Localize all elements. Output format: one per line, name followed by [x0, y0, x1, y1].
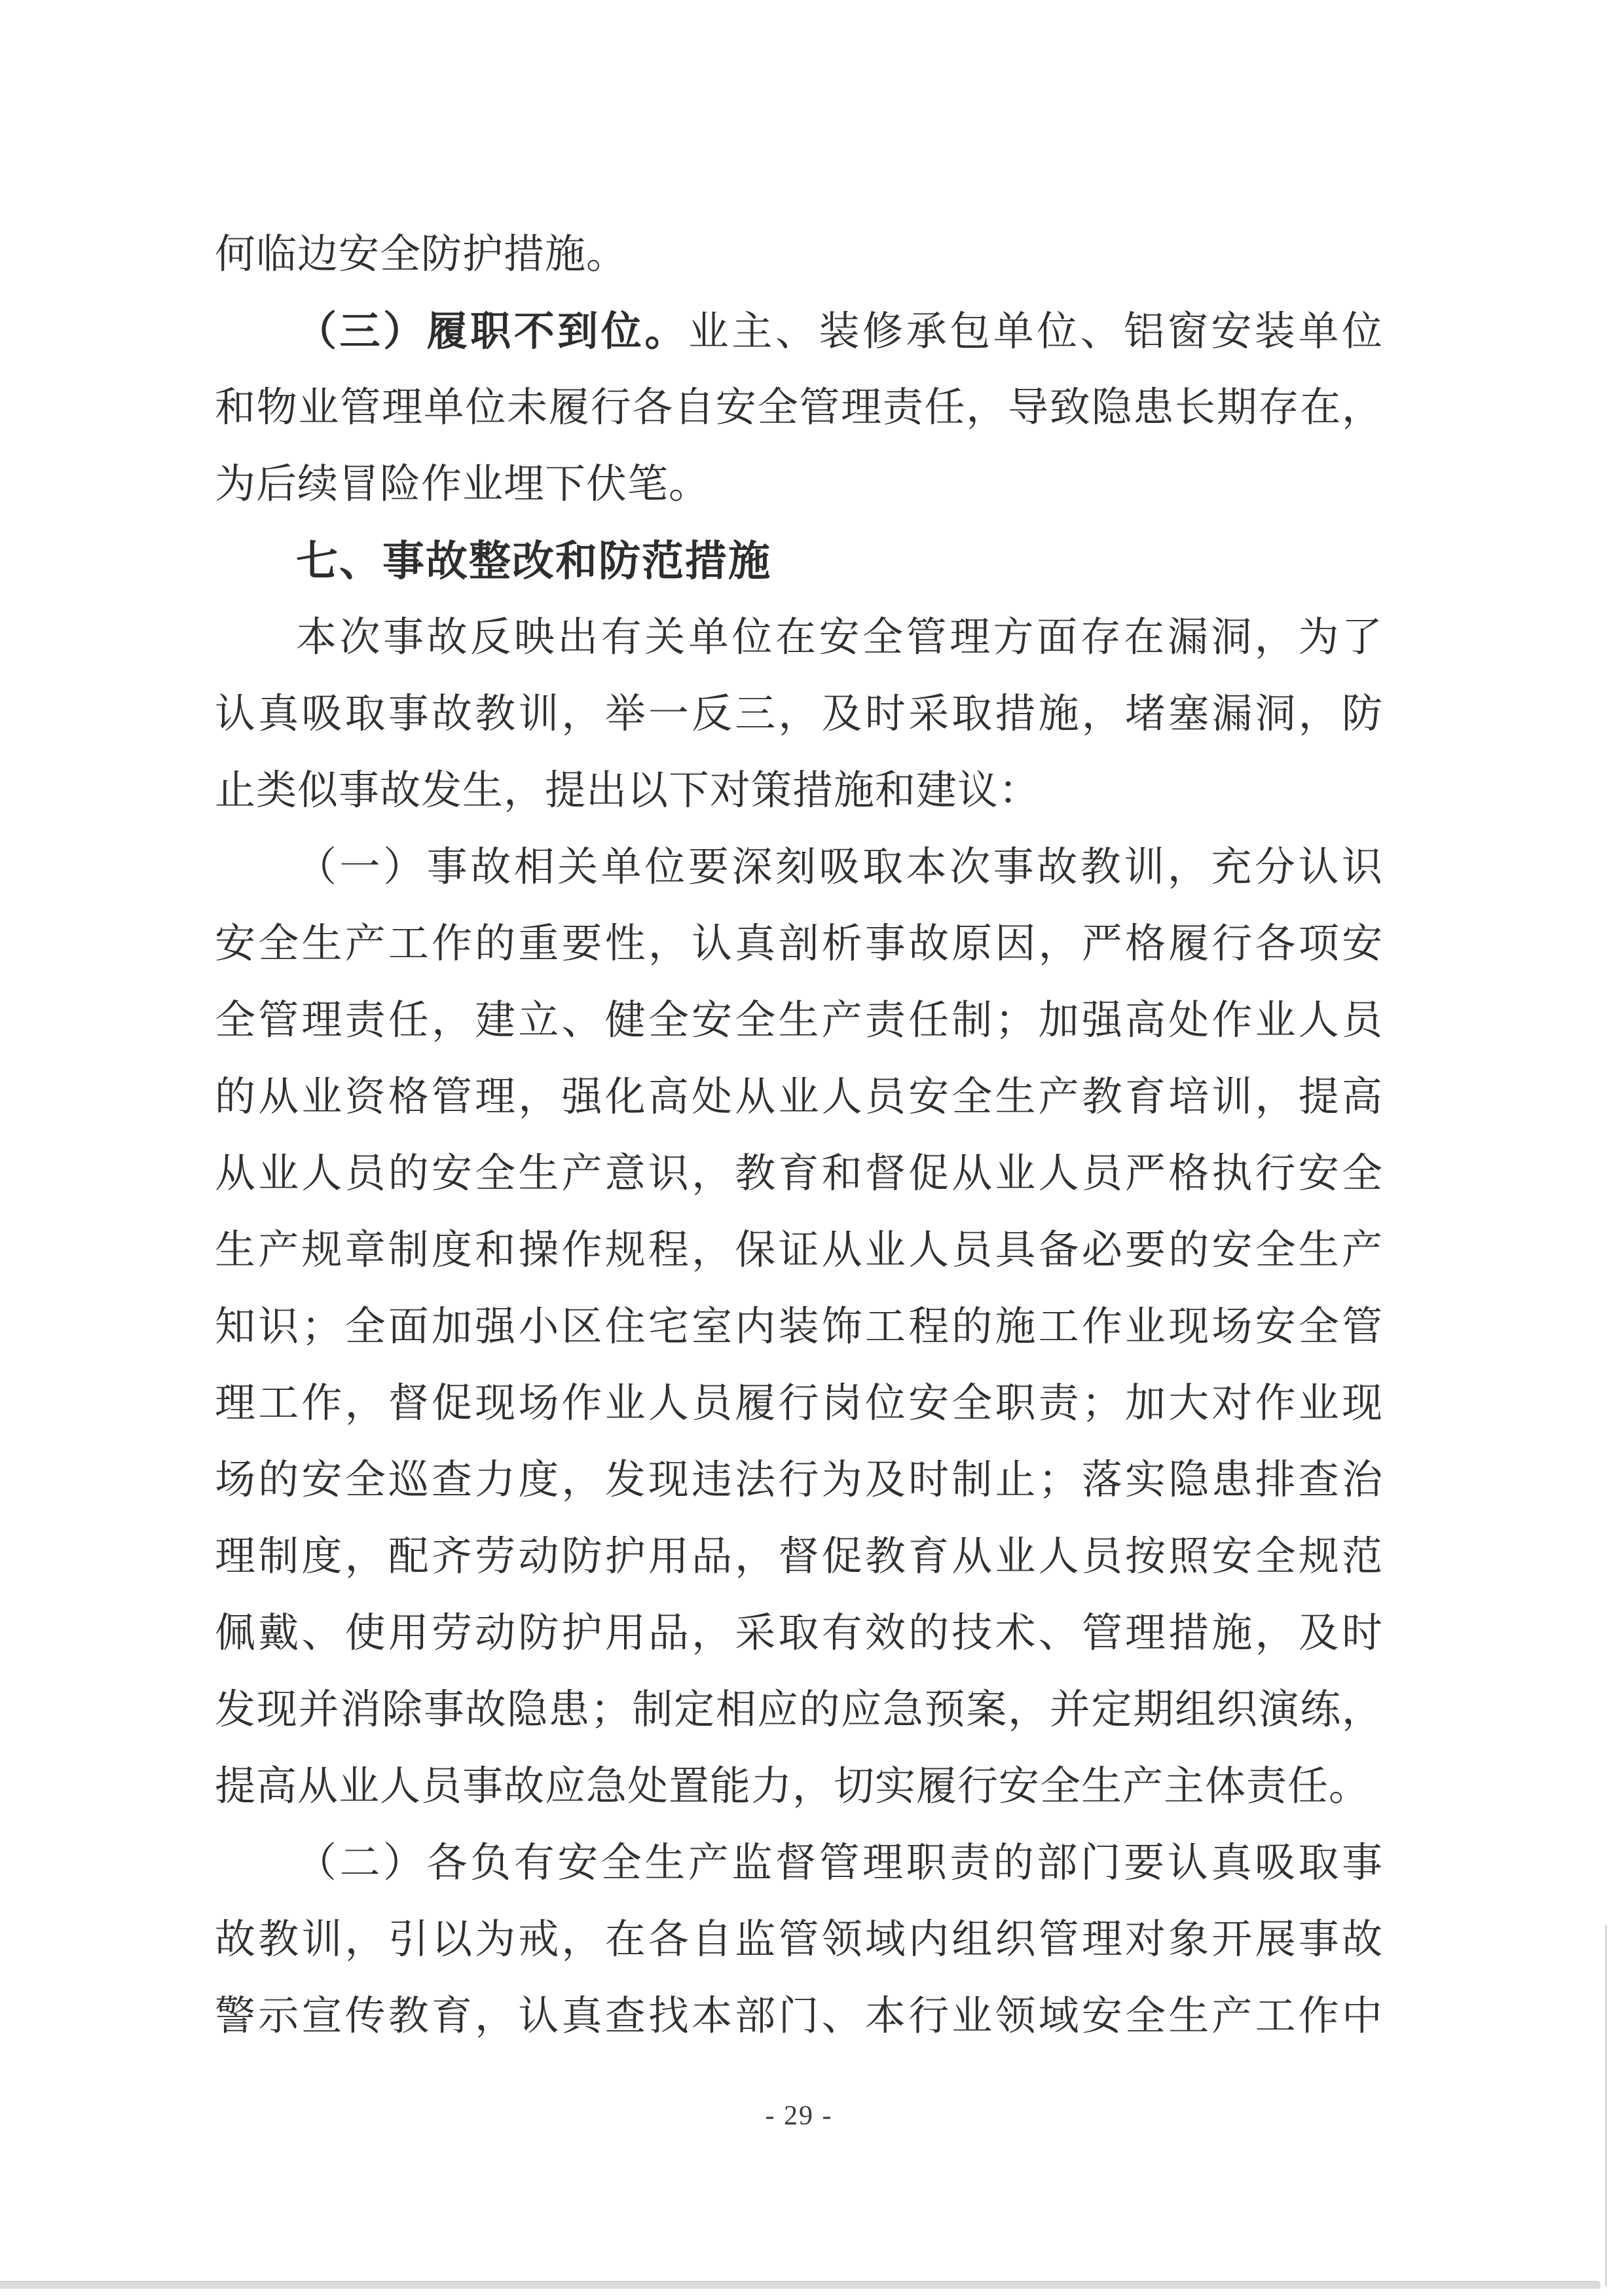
text-run: 理制度，配齐劳动防护用品，督促教育从业人员按照安全规范 [215, 1535, 1383, 1579]
text-run: （一）事故相关单位要深刻吸取本次事故教训，充分认识 [296, 845, 1383, 890]
text-line [215, 983, 1383, 1059]
paragraph-intro [215, 600, 1383, 829]
text-run: （二）各负有安全生产监督管理职责的部门要认真吸取事 [296, 1841, 1383, 1886]
text-line [215, 1519, 1383, 1595]
text-run: 全管理责任，建立、健全安全生产责任制；加强高处作业人员 [215, 998, 1383, 1043]
scan-artifact-right-edge [1605, 1925, 1607, 2286]
text-run-bold: 七、事故整改和防范措施 [296, 538, 771, 585]
text-line [215, 676, 1383, 753]
paragraph-measure-2 [215, 1825, 1383, 2055]
text-run: 何临边安全防护措施。 [215, 232, 628, 277]
text-line [215, 446, 1383, 523]
scan-artifact-bottom-band [0, 2281, 1600, 2289]
text-line [215, 370, 1383, 446]
text-line [215, 1442, 1383, 1519]
text-line [215, 753, 1383, 829]
text-run: 生产规章制度和操作规程，保证从业人员具备必要的安全生产 [215, 1228, 1383, 1273]
text-line [215, 829, 1383, 906]
text-line [215, 1366, 1383, 1442]
paragraph-measure-1 [215, 829, 1383, 1825]
text-run: 认真吸取事故教训，举一反三，及时采取措施，堵塞漏洞，防 [215, 692, 1383, 737]
text-line [215, 600, 1383, 676]
text-line [215, 1212, 1383, 1289]
text-line [215, 293, 1383, 370]
text-run: 安全生产工作的重要性，认真剖析事故原因，严格履行各项安 [215, 922, 1383, 966]
text-line [215, 1289, 1383, 1366]
text-run: 止类似事故发生，提出以下对策措施和建议： [215, 769, 1041, 813]
text-run: 发现并消除事故隐患；制定相应的应急预案，并定期组织演练， [215, 1688, 1383, 1732]
text-line [215, 1595, 1383, 1672]
text-run: 故教训，引以为戒，在各自监管领域内组织管理对象开展事故 [215, 1918, 1383, 1962]
text-run: 的从业资格管理，强化高处从业人员安全生产教育培训，提高 [215, 1075, 1383, 1120]
text-line [215, 523, 1383, 600]
text-run: 提高从业人员事故应急处置能力，切实履行安全生产主体责任。 [215, 1764, 1371, 1809]
text-run: 场的安全巡查力度，发现违法行为及时制止；落实隐患排查治 [215, 1458, 1383, 1503]
text-run: 业主、装修承包单位、铝窗安装单位 [688, 310, 1383, 354]
text-run: 和物业管理单位未履行各自安全管理责任，导致隐患长期存在， [215, 386, 1383, 430]
text-run: 理工作，督促现场作业人员履行岗位安全职责；加大对作业现 [215, 1381, 1383, 1426]
document-body [215, 217, 1383, 2055]
text-line [215, 1749, 1383, 1825]
text-run: 为后续冒险作业埋下伏笔。 [215, 462, 710, 507]
text-run: 从业人员的安全生产意识，教育和督促从业人员严格执行安全 [215, 1152, 1383, 1196]
paragraph-cause-3 [215, 293, 1383, 523]
text-line [215, 1059, 1383, 1136]
text-line [215, 1672, 1383, 1749]
text-line [215, 217, 1383, 293]
page-number: - 29 - [765, 2101, 833, 2131]
text-line [215, 1978, 1383, 2055]
text-line [215, 1825, 1383, 1902]
paragraph-continuation [215, 217, 1383, 293]
text-run: 本次事故反映出有关单位在安全管理方面存在漏洞，为了 [296, 615, 1383, 660]
text-line [215, 1902, 1383, 1978]
text-line [215, 906, 1383, 983]
text-run: 警示宣传教育，认真查找本部门、本行业领域安全生产工作中 [215, 1994, 1383, 2039]
text-run-bold: （三）履职不到位。 [296, 309, 688, 354]
text-line [215, 1136, 1383, 1212]
paragraph-heading-7 [215, 523, 1383, 600]
text-run: 知识；全面加强小区住宅室内装饰工程的施工作业现场安全管 [215, 1305, 1383, 1349]
text-run: 佩戴、使用劳动防护用品，采取有效的技术、管理措施，及时 [215, 1611, 1383, 1656]
